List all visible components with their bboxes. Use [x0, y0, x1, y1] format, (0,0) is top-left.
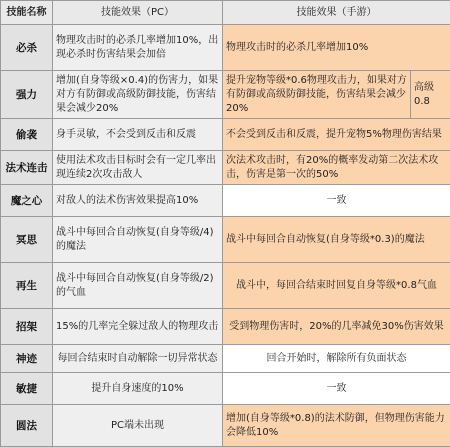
- pc-effect: 使用法术攻击目标时会有一定几率出现连续2次攻击敌人: [53, 151, 223, 185]
- pc-effect: 提升自身速度的10%: [53, 373, 223, 405]
- pc-effect: 15%的几率完全躲过敌人的物理攻击: [53, 309, 223, 345]
- table-row: [1, 71, 450, 119]
- pc-effect: 每回合结束时自动解除一切异常状态: [53, 345, 223, 373]
- mobile-effect: 一致: [223, 185, 450, 217]
- skill-name: 必杀: [1, 25, 53, 71]
- mobile-effect: 回合开始时，解除所有负面状态: [223, 345, 450, 373]
- mobile-effect: 不会受到反击和反震，提升宠物5%物理伤害结果: [223, 119, 450, 151]
- skill-name: 神迹: [1, 345, 53, 373]
- table-row: [1, 373, 450, 405]
- mobile-effect: 一致: [223, 373, 450, 405]
- skill-name: 法术连击: [1, 151, 53, 185]
- table-row: [1, 25, 450, 71]
- table-row: [1, 217, 450, 263]
- pc-effect: 物理攻击时的必杀几率增加10%，出现必杀时伤害结果会加倍: [53, 25, 223, 71]
- skill-name: 强力: [1, 71, 53, 119]
- table-row: [1, 185, 450, 217]
- skill-name: 招架: [1, 309, 53, 345]
- header-mobile-effect: 技能效果（手游）: [223, 1, 450, 25]
- skill-name: 敏捷: [1, 373, 53, 405]
- table-row: [1, 309, 450, 345]
- skill-name: 冥思: [1, 217, 53, 263]
- mobile-effect: 战斗中每回合自动恢复(自身等级*0.3)的魔法: [223, 217, 450, 263]
- table-row: [1, 263, 450, 309]
- skill-name: 偷袭: [1, 119, 53, 151]
- table-row: [1, 151, 450, 185]
- pc-effect: PC端未出现: [53, 405, 223, 447]
- header-pc-effect: 技能效果（PC）: [53, 1, 223, 25]
- skill-name: 再生: [1, 263, 53, 309]
- mobile-effect: 受到物理伤害时，20%的几率减免30%伤害效果: [223, 309, 450, 345]
- mobile-effect: 次法术攻击时，有20%的概率发动第二次法术攻击，伤害是第一次的50%: [223, 151, 450, 185]
- pc-effect: 战斗中每回合自动恢复(自身等级/2)的气血: [53, 263, 223, 309]
- mobile-effect: 战斗中，每回合结束时回复自身等级*0.8气血: [223, 263, 450, 309]
- skill-name: 圆法: [1, 405, 53, 447]
- mobile-effect: 增加(自身等级*0.8)的法术防御，但物理伤害能力会降低10%: [223, 405, 450, 447]
- table-row: [1, 405, 450, 447]
- pc-effect: 身手灵敏，不会受到反击和反震: [53, 119, 223, 151]
- skill-name: 魔之心: [1, 185, 53, 217]
- pc-effect: 对敌人的法术伤害效果提高10%: [53, 185, 223, 217]
- header-skill-name: 技能名称: [1, 1, 53, 25]
- header-row: [1, 1, 450, 25]
- pc-effect: 增加(自身等级×0.4)的伤害力，如果对方有防御或高级防御技能，伤害结果会减少20%: [53, 71, 223, 119]
- table-row: [1, 119, 450, 151]
- pc-effect: 战斗中每回合自动恢复(自身等级/4)的魔法: [53, 217, 223, 263]
- mobile-effect: 提升宠物等级*0.6物理攻击力，如果对方有防御或高级防御技能，伤害结果会减少20%: [223, 71, 411, 119]
- mobile-effect-extra: 高级0.8: [411, 71, 450, 119]
- mobile-effect: 物理攻击时的必杀几率增加10%: [223, 25, 450, 71]
- table-row: [1, 345, 450, 373]
